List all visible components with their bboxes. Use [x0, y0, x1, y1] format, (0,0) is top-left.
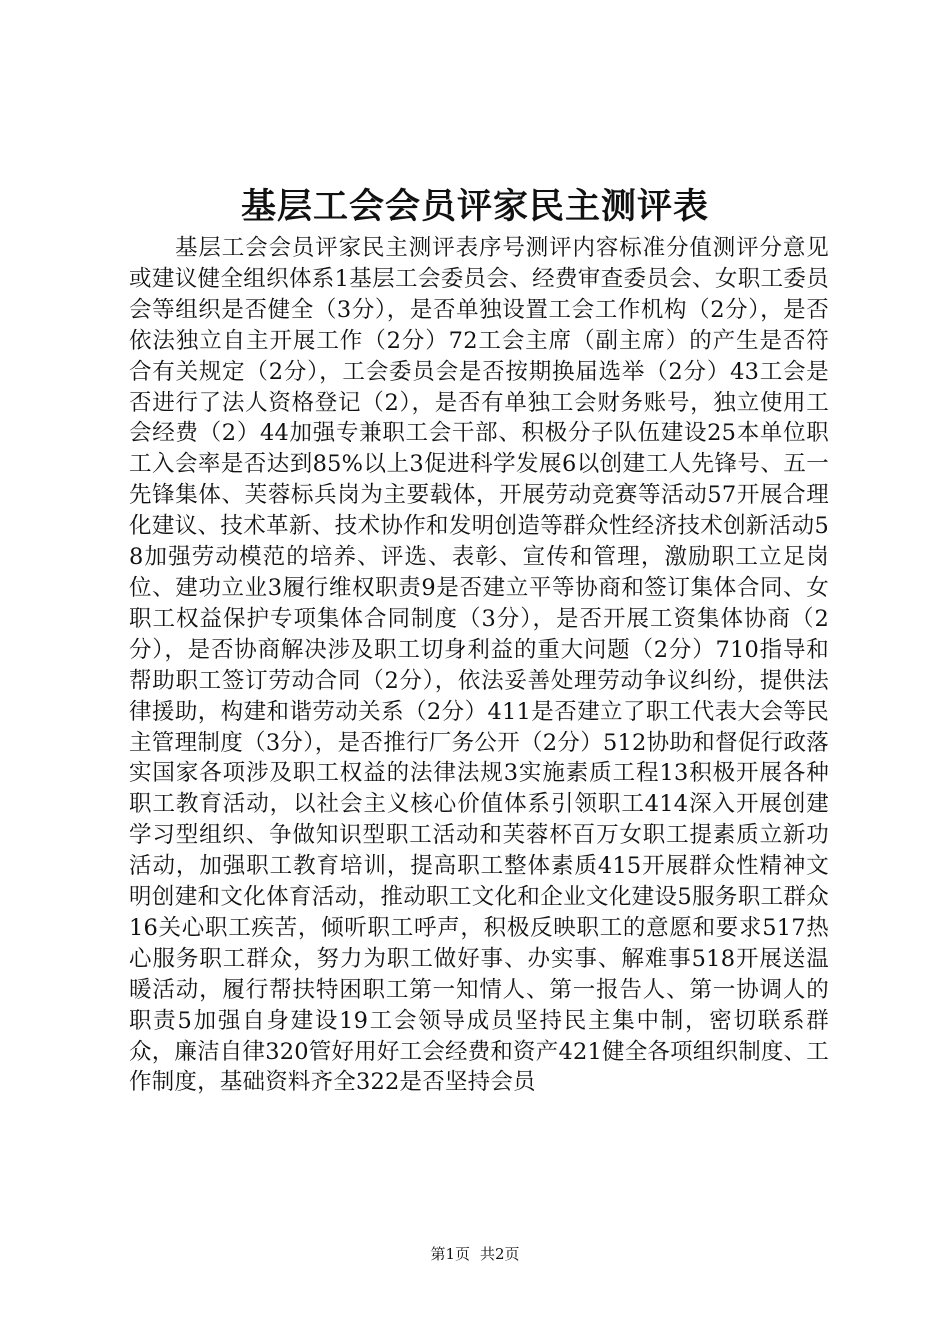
document-title: 基层工会会员评家民主测评表 — [240, 186, 709, 227]
page-number: 第1页 — [430, 1245, 470, 1263]
document-body: 基层工会会员评家民主测评表序号测评内容标准分值测评分意见或建议健全组织体系1基层工会委员会、经费审查委员会、女职工委员会等组织是否健全（3分），是否单独设置工会工作机构（2分），是否依法独立自主开展工作（2分）72工会主席（副主席）的产生是否符合有关规定（2分），工会委员会是否按期换届选举（2分）43工会是否进行了法人资格登记（2），是否有单独工会财务账号，独立使用工会经费（2）44加强专兼职工会干部、积极分子队伍建设25本单位职工入会率是否达到85%以上3促进科学发展6以创建工人先锋号、五一先锋集体、芙蓉标兵岗为主要载体，开展劳动竞赛等活动57开展合理化建议、技术革新、技术协作和发明创造等群众性经济技术创新活动58加强劳动模范的培养、评选、表彰、宣传和管理，激励职工立足岗位、建功立业3履行维权职责9是否建立平等协商和签订集体合同、女职工权益保护专项集体合同制度（3分），是否开展工资集体协商（2分），是否协商解决涉及职工切身利益的重大问题（2分）710指导和帮助职工签订劳动合同（2分），依法妥善处理劳动争议纠纷，提供法律援助，构建和谐劳动关系（2分）411是否建立了职工代表大会等民主管理制度（3分），是否推行厂务公开（2分）512协助和督促行政落实国家各项涉及职工权益的法律法规3实施素质工程13积极开展各种职工教育活动，以社会主义核心价值体系引领职工414深入开展创建学习型组织、争做知识型职工活动和芙蓉杯百万女职工提素质立新功活动，加强职工教育培训，提高职工整体素质415开展群众性精神文明创建和文化体育活动，推动职工文化和企业文化建设5服务职工群众16关心职工疾苦，倾听职工呼声，积极反映职工的意愿和要求517热心服务职工群众，努力为职工做好事、办实事、解难事518开展送温暖活动，履行帮扶特困职工第一知情人、第一报告人、第一协调人的职责5加强自身建设19工会领导成员坚持民主集中制，密切联系群众，廉洁自律320管好用好工会经费和资产421健全各项组织制度、工作制度，基础资料齐全322是否坚持会员 — [129, 235, 829, 1096]
page-total: 共2页 — [480, 1245, 520, 1263]
page-footer — [0, 1244, 950, 1264]
